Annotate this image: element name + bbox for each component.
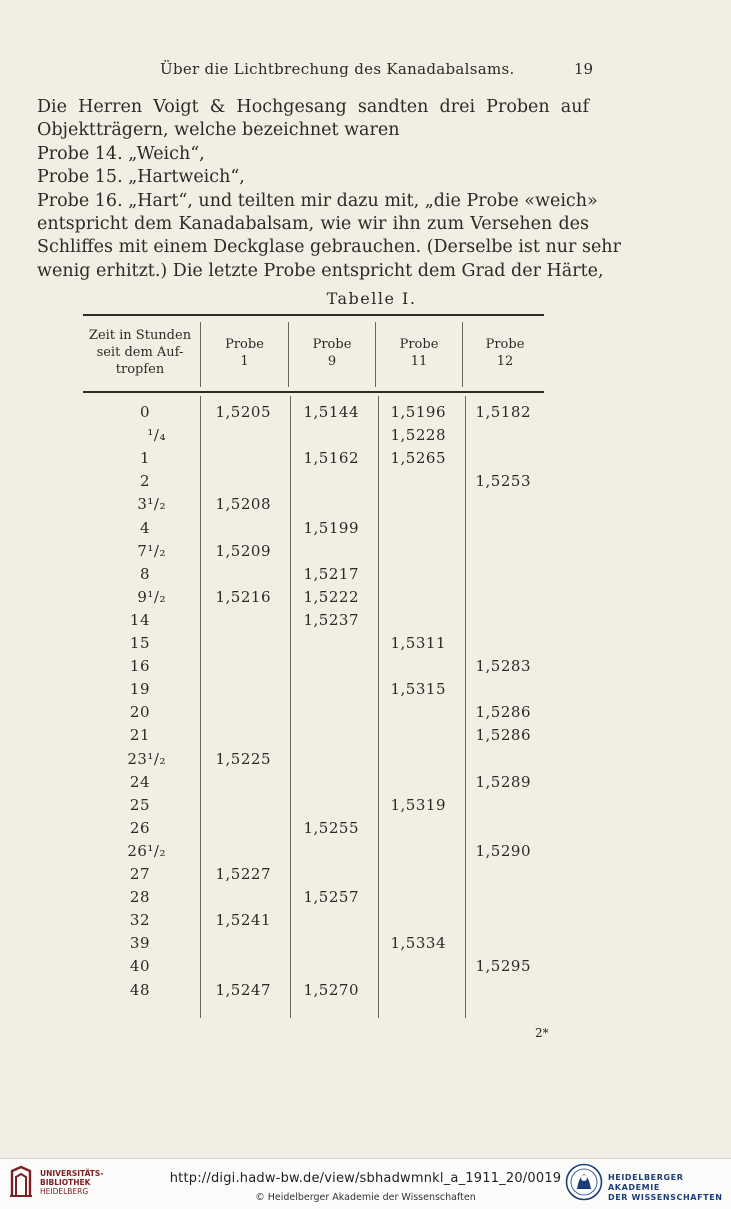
time-cell: 26¹/₂ bbox=[127, 841, 166, 860]
text-line: Schliffes mit einem Deckglase gebrauchen. (Derselbe ist nur sehr bbox=[37, 237, 621, 258]
header-line: Probe bbox=[485, 337, 525, 352]
header-line: Probe bbox=[312, 337, 352, 352]
time-cell: 21 bbox=[129, 726, 150, 745]
time-cell: 14 bbox=[129, 610, 150, 629]
refractive-index-cell: 1,5255 bbox=[303, 818, 359, 837]
refractive-index-cell: 1,5237 bbox=[303, 610, 359, 629]
time-cell: 25 bbox=[129, 795, 150, 814]
refractive-index-cell: 1,5270 bbox=[303, 980, 359, 999]
refractive-index-cell: 1,5225 bbox=[215, 749, 271, 768]
column-divider bbox=[290, 396, 291, 1018]
header-line: 9 bbox=[327, 354, 337, 369]
text-line: Objektträgern, welche bezeichnet waren bbox=[37, 120, 400, 141]
refractive-index-cell: 1,5228 bbox=[390, 426, 446, 445]
refractive-index-cell: 1,5311 bbox=[390, 634, 446, 652]
running-title: Über die Lichtbrechung des Kanadabalsams. bbox=[160, 60, 515, 78]
refractive-index-cell: 1,5199 bbox=[303, 518, 359, 537]
refractive-index-cell: 1,5216 bbox=[215, 587, 271, 606]
time-cell: 1 bbox=[139, 449, 150, 468]
refractive-index-cell: 1,5196 bbox=[390, 403, 446, 421]
text-line: Probe 15. „Hartweich“, bbox=[37, 167, 245, 188]
text-line: Die Herren Voigt & Hochgesang sandten drei Proben auf bbox=[37, 97, 589, 117]
header-line: 12 bbox=[496, 354, 514, 369]
copyright-notice: © Heidelberger Akademie der Wissenschaften bbox=[255, 1192, 476, 1203]
time-cell: 48 bbox=[129, 980, 150, 999]
time-cell: 24 bbox=[129, 772, 150, 791]
header-probe-1 bbox=[201, 336, 288, 370]
digitization-footer bbox=[0, 1158, 731, 1209]
text-line: Probe 14. „Weich“, bbox=[37, 143, 205, 164]
refractive-index-cell: 1,5208 bbox=[215, 495, 271, 514]
text-line: wenig erhitzt.) Die letzte Probe entspricht dem Grad der Härte, bbox=[37, 260, 604, 281]
refractive-index-cell: 1,5283 bbox=[475, 657, 531, 676]
time-cell: 39 bbox=[129, 934, 150, 953]
header-probe-12 bbox=[463, 336, 547, 370]
refractive-index-cell: 1,5290 bbox=[475, 841, 531, 860]
refractive-index-cell: 1,5319 bbox=[390, 795, 446, 814]
refractive-index-cell: 1,5289 bbox=[475, 772, 531, 791]
header-line: tropfen bbox=[115, 362, 165, 377]
academy-name-line: HEIDELBERGER AKADEMIE bbox=[608, 1173, 684, 1192]
library-name-line: UNIVERSITÄTS- bbox=[40, 1169, 104, 1178]
time-cell: ¹/₄ bbox=[147, 426, 166, 445]
time-cell: 32 bbox=[129, 911, 150, 930]
time-cell: 26 bbox=[129, 818, 150, 837]
time-cell: 3¹/₂ bbox=[137, 495, 166, 514]
refractive-index-cell: 1,5253 bbox=[475, 472, 531, 491]
refractive-index-cell: 1,5286 bbox=[475, 703, 531, 722]
refractive-index-cell: 1,5209 bbox=[215, 541, 271, 560]
column-divider bbox=[465, 396, 466, 1018]
time-cell: 2 bbox=[139, 472, 150, 491]
body-paragraph bbox=[37, 96, 621, 283]
signature-mark: 2* bbox=[535, 1026, 549, 1040]
time-cell: 20 bbox=[129, 703, 150, 722]
refractive-index-cell: 1,5241 bbox=[215, 911, 271, 930]
time-cell: 4 bbox=[139, 518, 150, 537]
text-line: Probe 16. „Hart“, und teilten mir dazu mit, „die Probe «weich» bbox=[37, 190, 598, 211]
table-caption: Tabelle I. bbox=[326, 289, 417, 308]
column-divider bbox=[378, 396, 379, 1018]
header-line: 11 bbox=[410, 354, 428, 369]
time-cell: 19 bbox=[129, 680, 150, 699]
time-cell: 40 bbox=[129, 957, 150, 976]
academy-name-line: DER WISSENSCHAFTEN bbox=[608, 1193, 723, 1202]
refractive-index-cell: 1,5217 bbox=[303, 564, 359, 583]
page-number: 19 bbox=[574, 60, 594, 78]
refractive-index-cell: 1,5265 bbox=[390, 449, 446, 468]
time-cell: 8 bbox=[139, 564, 150, 583]
header-line: seit dem Auf- bbox=[96, 345, 184, 360]
refractive-index-cell: 1,5295 bbox=[475, 957, 531, 976]
refractive-index-cell: 1,5227 bbox=[215, 865, 271, 883]
refractive-index-cell: 1,5247 bbox=[215, 980, 271, 999]
refractive-index-cell: 1,5222 bbox=[303, 587, 359, 606]
academy-name bbox=[608, 1173, 731, 1203]
table-top-rule bbox=[83, 314, 544, 316]
header-line: Zeit in Stunden bbox=[88, 328, 192, 343]
header-time bbox=[80, 327, 200, 378]
column-divider bbox=[200, 396, 201, 1018]
header-probe-11 bbox=[376, 336, 462, 370]
refractive-index-cell: 1,5205 bbox=[215, 403, 271, 421]
header-line: Probe bbox=[399, 337, 439, 352]
refractive-index-cell: 1,5182 bbox=[475, 403, 531, 421]
time-cell: 28 bbox=[129, 888, 150, 907]
refractive-index-cell: 1,5162 bbox=[303, 449, 359, 468]
refractive-index-cell: 1,5334 bbox=[390, 934, 446, 953]
library-name-line: HEIDELBERG bbox=[40, 1187, 89, 1196]
refractive-index-cell: 1,5144 bbox=[303, 403, 359, 421]
header-line: 1 bbox=[240, 354, 249, 369]
refractive-index-cell: 1,5286 bbox=[475, 726, 531, 745]
refractive-index-cell: 1,5315 bbox=[390, 680, 446, 699]
time-cell: 16 bbox=[129, 657, 150, 676]
time-cell: 0 bbox=[139, 403, 150, 421]
refractive-index-cell: 1,5257 bbox=[303, 888, 359, 907]
academy-seal-icon bbox=[565, 1163, 603, 1201]
permalink[interactable]: http://digi.hadw-bw.de/view/sbhadwmnkl_a_1911_20/0019 bbox=[169, 1171, 562, 1186]
time-cell: 27 bbox=[129, 865, 150, 883]
time-cell: 15 bbox=[129, 634, 150, 652]
library-name-line: BIBLIOTHEK bbox=[40, 1178, 91, 1187]
time-cell: 23¹/₂ bbox=[127, 749, 166, 768]
table-header-rule bbox=[83, 391, 544, 393]
time-cell: 7¹/₂ bbox=[137, 541, 166, 560]
time-cell: 9¹/₂ bbox=[137, 587, 166, 606]
header-line: Probe bbox=[225, 337, 264, 352]
header-probe-9 bbox=[289, 336, 375, 370]
text-line: entspricht dem Kanadabalsam, wie wir ihn zum Versehen des bbox=[37, 214, 589, 235]
